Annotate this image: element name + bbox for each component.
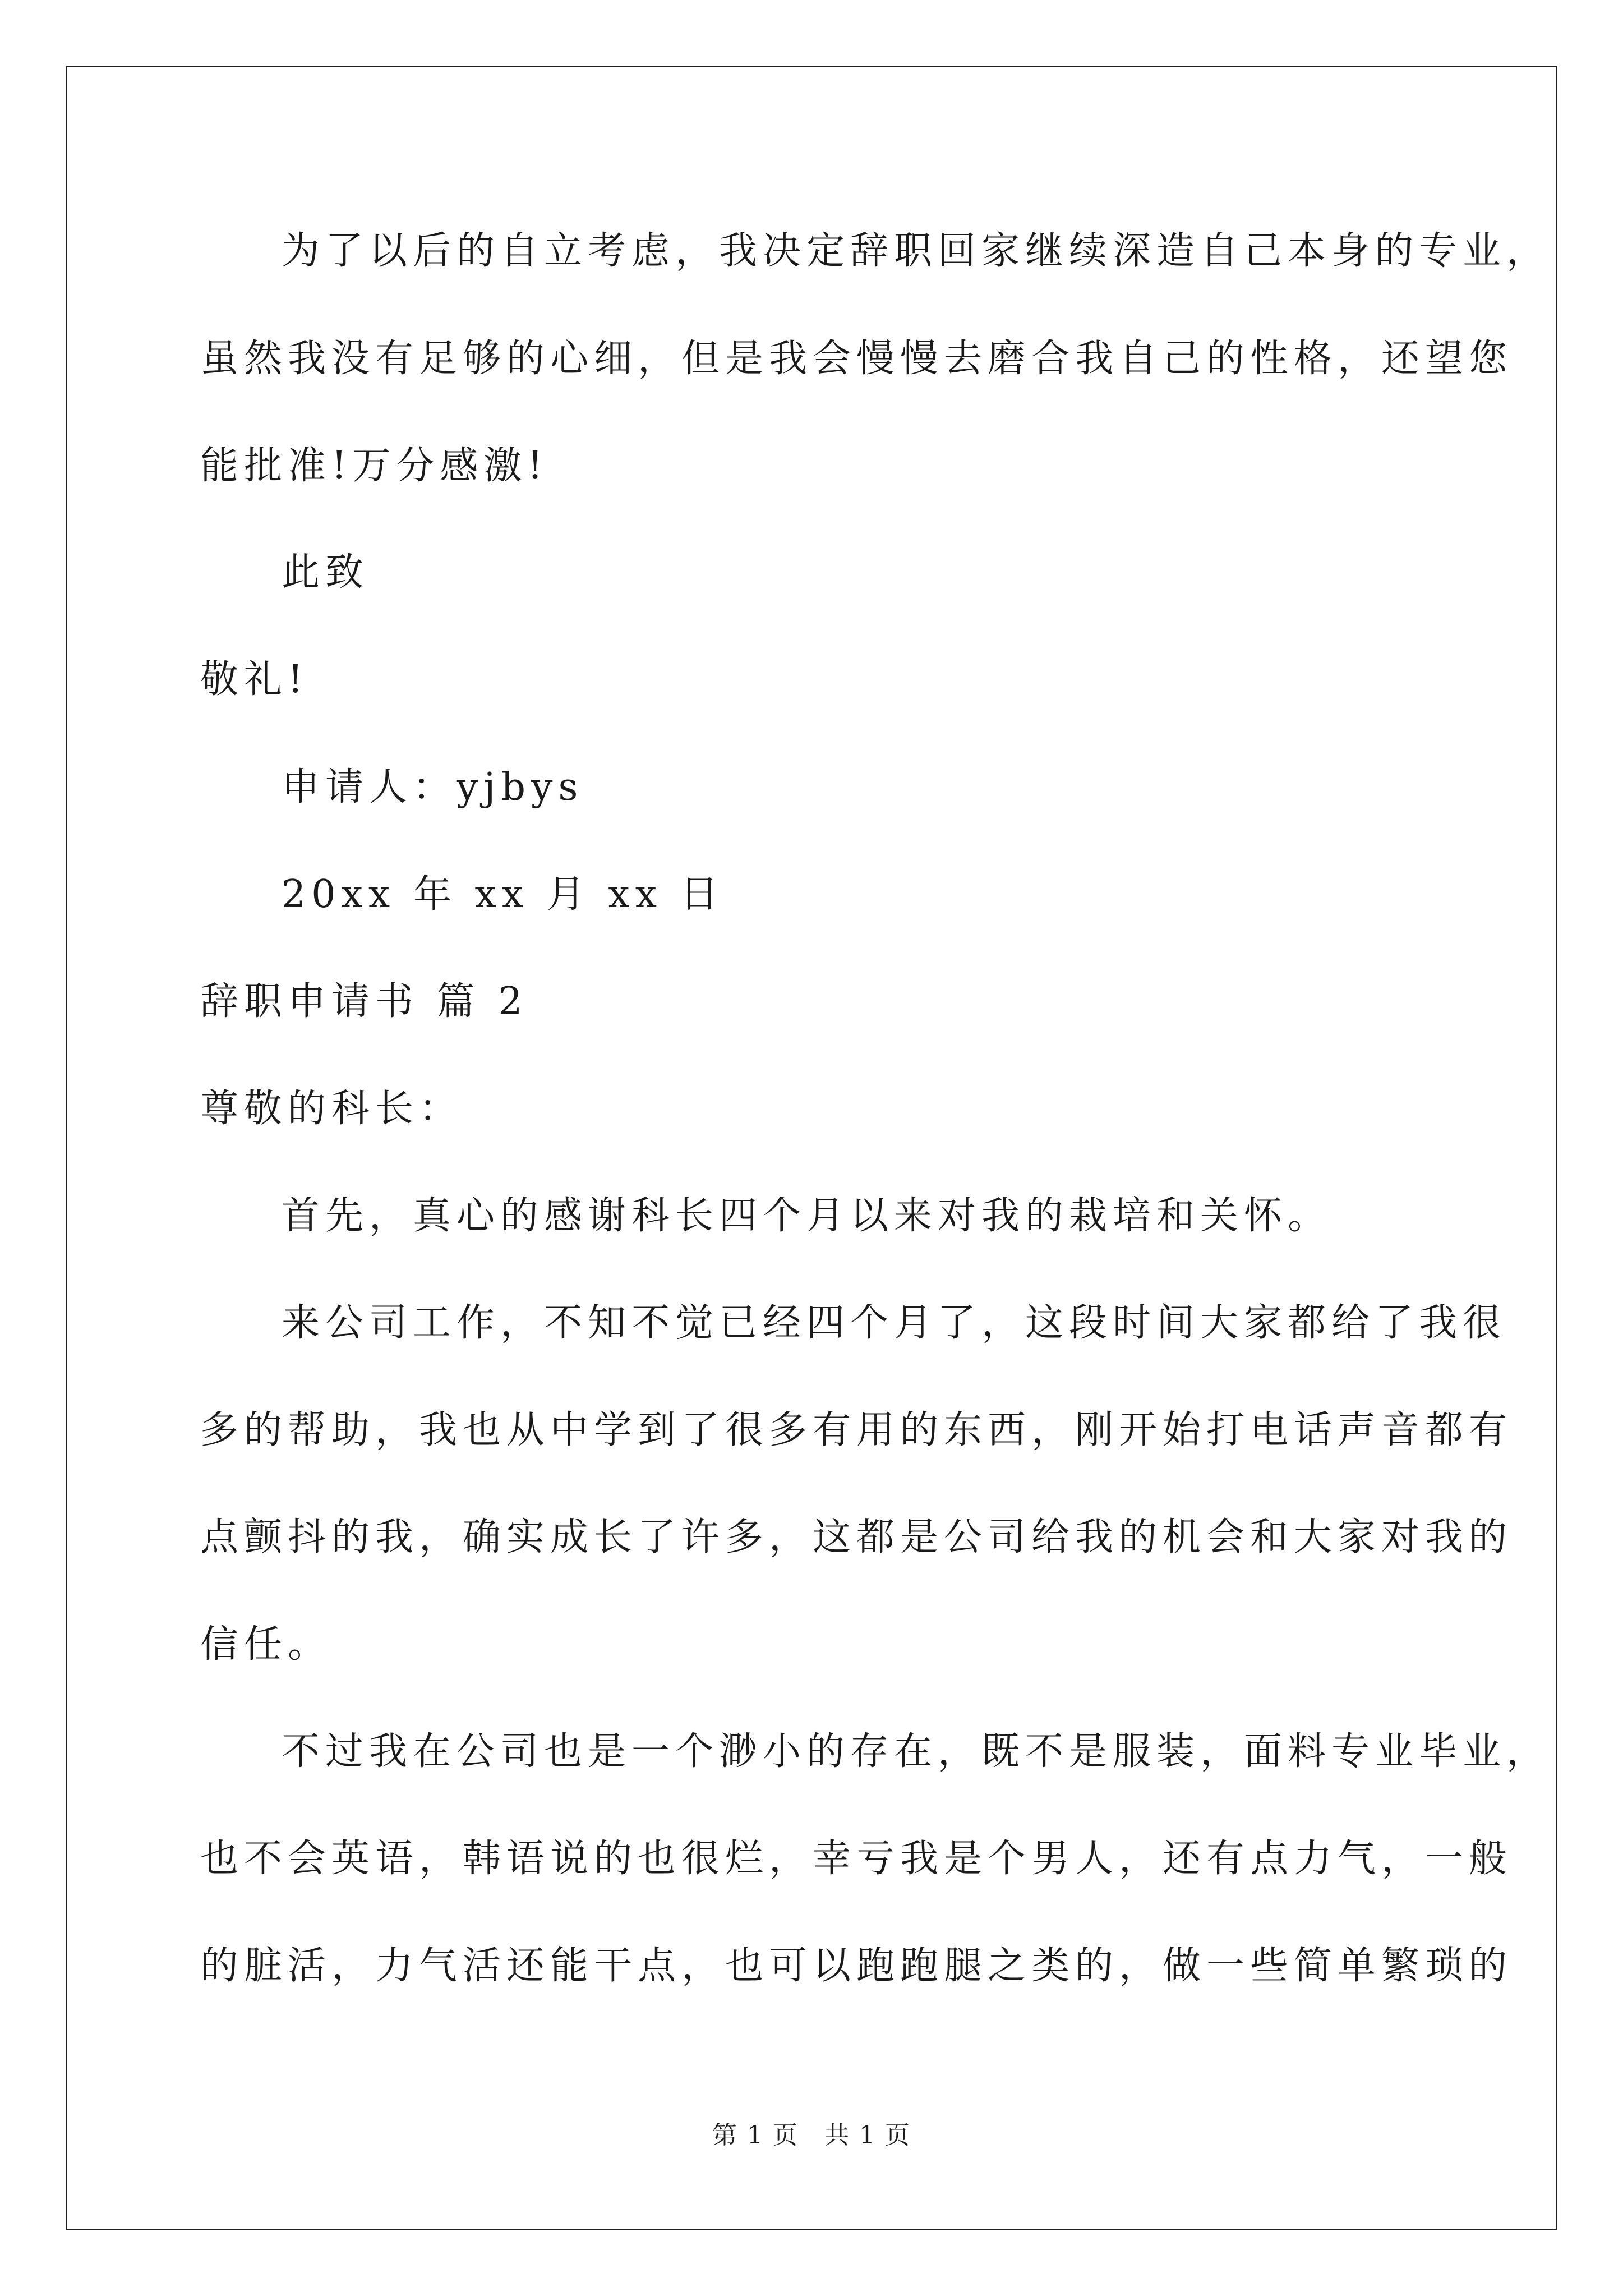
body-line: 信任。 — [200, 1622, 332, 1667]
body-line: 能批准!万分感激! — [200, 444, 548, 488]
body-line: 不过我在公司也是一个渺小的存在，既不是服装，面料专业毕业， — [282, 1729, 1551, 1774]
greeting-line: 尊敬的科长： — [200, 1087, 463, 1131]
salutation-line: 此致 — [282, 550, 370, 595]
section-heading: 辞职申请书 篇 2 — [200, 979, 528, 1024]
page-footer: 第 1 页 共 1 页 — [712, 2121, 911, 2150]
body-line: 点颤抖的我，确实成长了许多，这都是公司给我的机会和大家对我的 — [200, 1515, 1513, 1559]
body-line: 也不会英语，韩语说的也很烂，幸亏我是个男人，还有点力气，一般 — [200, 1837, 1513, 1881]
body-line: 来公司工作，不知不觉已经四个月了，这段时间大家都给了我很 — [282, 1301, 1507, 1345]
salutation-line: 敬礼! — [200, 657, 309, 702]
page-border — [66, 66, 1557, 2230]
body-line: 为了以后的自立考虑，我决定辞职回家继续深造自己本身的专业， — [282, 229, 1551, 273]
body-line: 首先，真心的感谢科长四个月以来对我的栽培和关怀。 — [282, 1194, 1332, 1238]
date-line: 20xx 年 xx 月 xx 日 — [282, 872, 724, 917]
body-line: 的脏活，力气活还能干点，也可以跑跑腿之类的，做一些简单繁琐的 — [200, 1944, 1513, 1988]
applicant-line: 申请人：yjbys — [282, 765, 584, 809]
body-line: 虽然我没有足够的心细，但是我会慢慢去磨合我自己的性格，还望您 — [200, 337, 1513, 381]
body-line: 多的帮助，我也从中学到了很多有用的东西，刚开始打电话声音都有 — [200, 1408, 1513, 1452]
